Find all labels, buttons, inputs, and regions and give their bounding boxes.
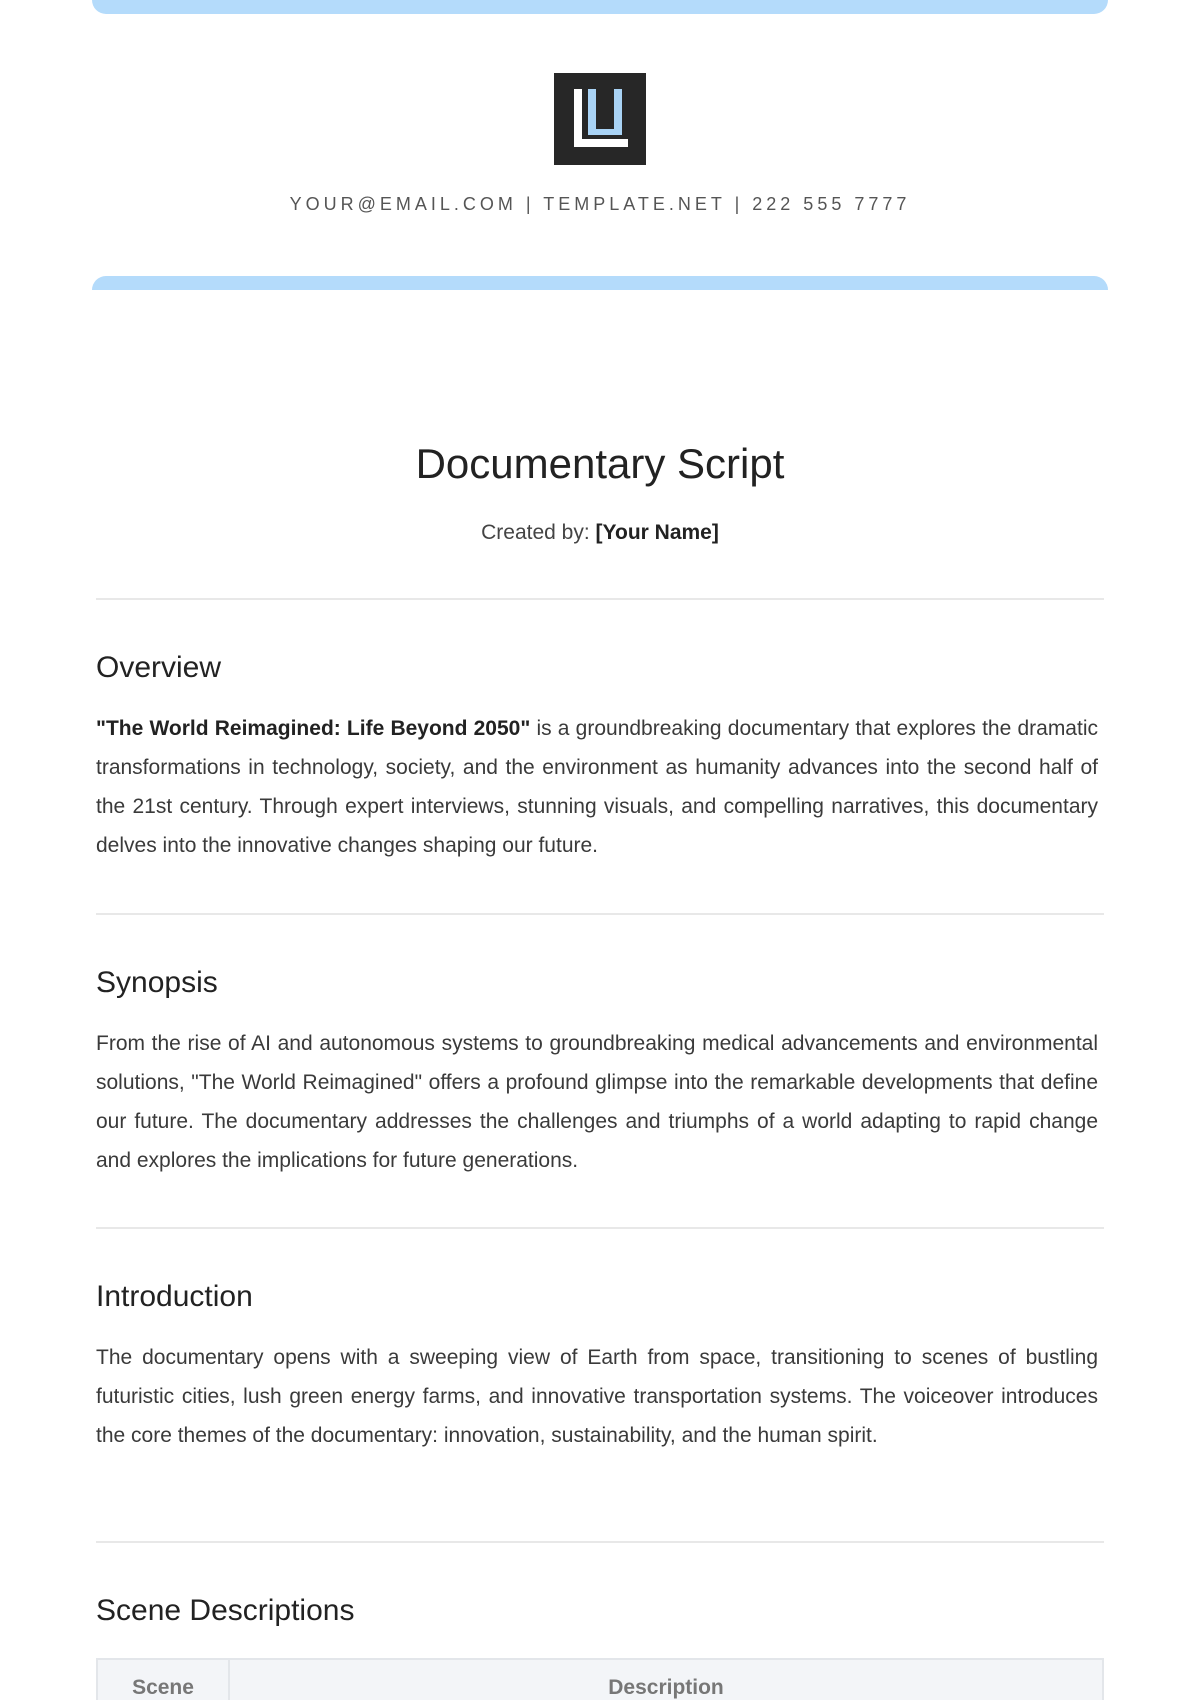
created-by-label: Created by: <box>481 521 590 544</box>
overview-heading: Overview <box>96 651 222 684</box>
column-header-description: Description <box>229 1659 1103 1700</box>
company-logo <box>554 73 646 165</box>
divider <box>96 1541 1104 1543</box>
synopsis-heading: Synopsis <box>96 966 218 999</box>
overview-body: is a groundbreaking documentary that explores the dramatic transformations in technology, society, and the environment as humanity advances into the second half of the 21st century. Through expert interviews, stunning visuals, and compelling narratives, this documentary delves into the innovative changes shaping our future. <box>96 717 1098 857</box>
contact-line: YOUR@EMAIL.COM | TEMPLATE.NET | 222 555 7777 <box>289 194 911 214</box>
logo-mark-icon <box>554 73 646 165</box>
scene-descriptions-heading: Scene Descriptions <box>96 1594 355 1627</box>
table-header-row <box>97 1659 1103 1700</box>
created-by-name: [Your Name] <box>595 521 719 544</box>
divider <box>96 913 1104 915</box>
divider <box>96 1227 1104 1229</box>
divider <box>96 598 1104 600</box>
scene-table <box>96 1658 1104 1700</box>
introduction-paragraph: The documentary opens with a sweeping view of Earth from space, transitioning to scenes of bustling futuristic cities, lush green energy farms, and innovative transportation systems. The voiceover introduces the core themes of the documentary: innovation, sustainability, and the human spirit. <box>96 1346 1098 1447</box>
introduction-heading: Introduction <box>96 1280 253 1313</box>
header-top-band <box>92 0 1108 14</box>
column-header-scene: Scene <box>97 1659 229 1700</box>
created-by-line <box>0 521 1200 545</box>
scene-table-container <box>96 1658 1104 1700</box>
overview-paragraph <box>96 709 1098 865</box>
document-title: Documentary Script <box>415 440 785 487</box>
header-bottom-band <box>92 276 1108 290</box>
synopsis-paragraph: From the rise of AI and autonomous systems to groundbreaking medical advancements and environmental solutions, "The World Reimagined" offers a profound glimpse into the remarkable developments that define our future. The documentary addresses the challenges and triumphs of a world adapting to rapid change and explores the implications for future generations. <box>96 1032 1098 1172</box>
overview-lead: "The World Reimagined: Life Beyond 2050" <box>96 717 531 740</box>
